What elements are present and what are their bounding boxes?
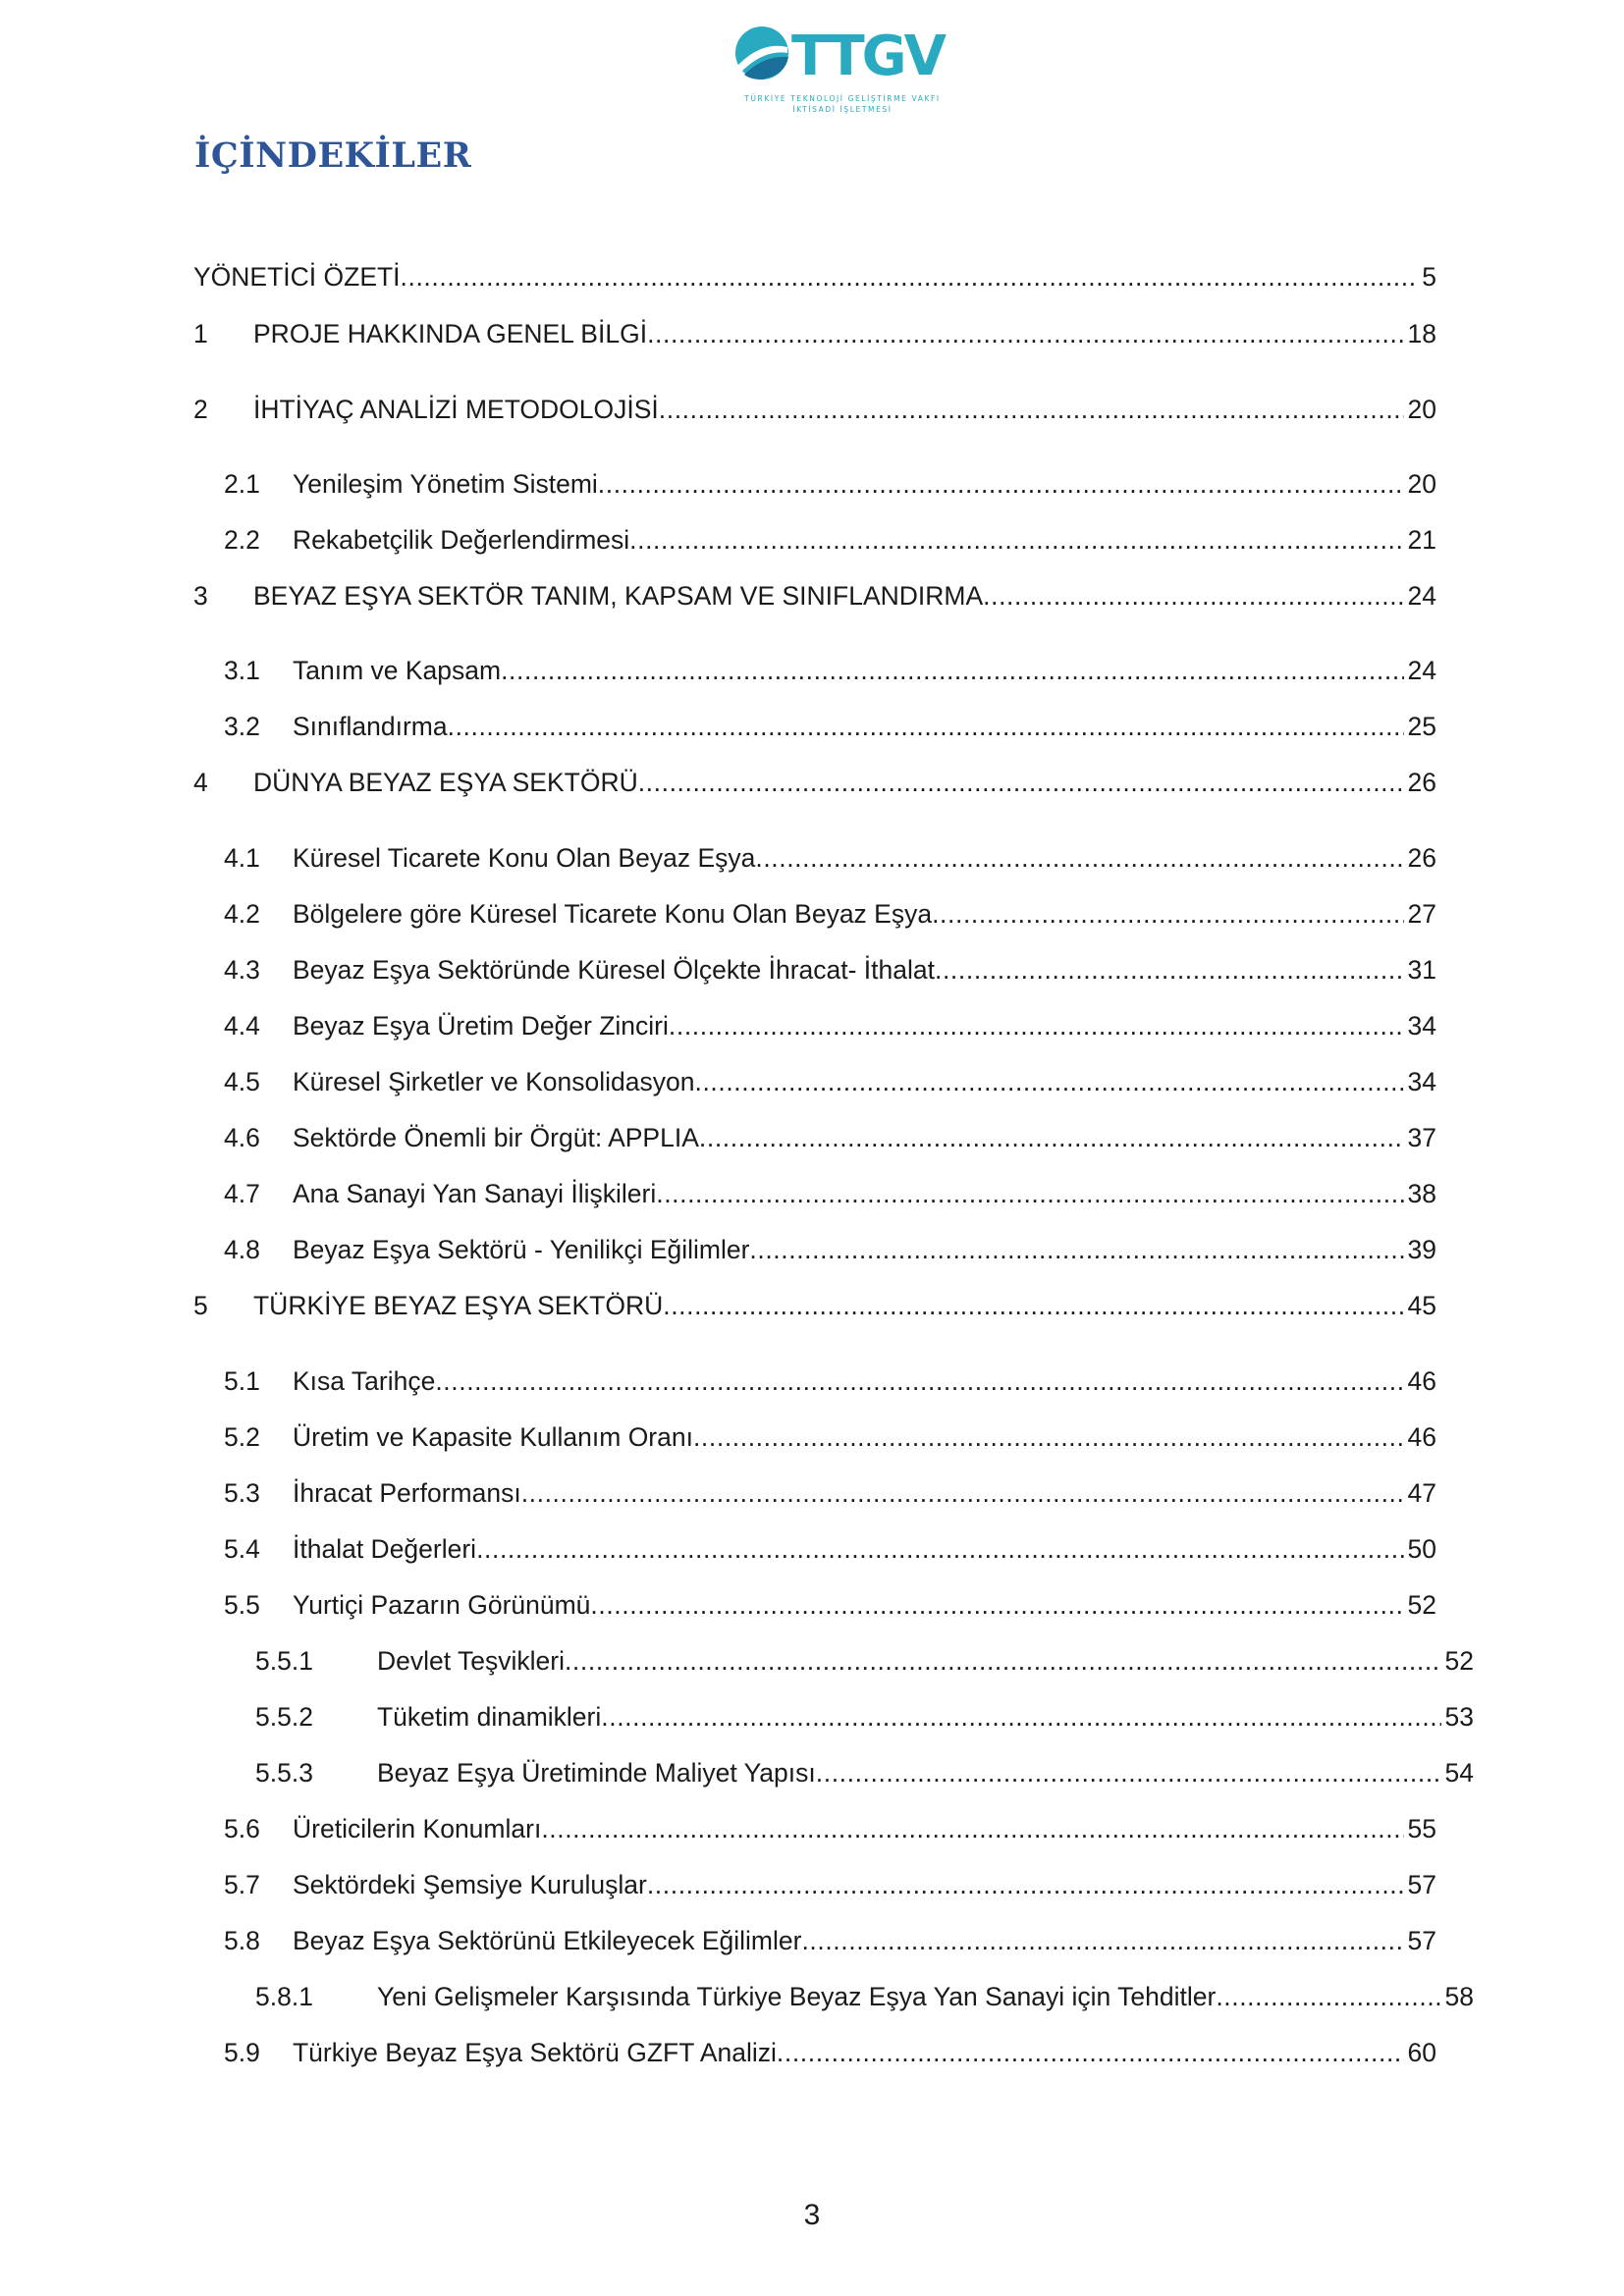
toc-dot-leader [983, 576, 1403, 615]
toc-entry-page: 24 [1407, 656, 1436, 685]
toc-entry-number: 3.1 [224, 656, 260, 685]
toc-entry-page: 39 [1407, 1235, 1436, 1264]
ttgv-logo [734, 18, 950, 121]
toc-dot-leader [590, 1585, 1403, 1625]
toc-entry[interactable] [224, 1062, 1436, 1101]
toc-dot-leader [435, 1362, 1403, 1401]
toc-entry-page: 37 [1407, 1123, 1436, 1152]
toc-entry[interactable] [224, 520, 1436, 560]
toc-entry-number: 5.6 [224, 1814, 260, 1843]
toc-entry-page: 25 [1407, 712, 1436, 741]
toc-entry[interactable] [224, 838, 1436, 878]
toc-dot-leader [749, 1230, 1403, 1269]
toc-dot-leader [638, 763, 1404, 802]
toc-entry-label: Ana Sanayi Yan Sanayi İlişkileri [293, 1179, 657, 1208]
toc-entry-page: 50 [1407, 1534, 1436, 1564]
toc-entry[interactable] [224, 1921, 1436, 1960]
toc-entry-number: 5.8 [224, 1926, 260, 1955]
page-number: 3 [803, 2199, 821, 2231]
toc-entry-page: 57 [1407, 1926, 1436, 1955]
toc-dot-leader [663, 1286, 1403, 1325]
toc-entry-number: 5.5 [224, 1590, 260, 1620]
toc-entry[interactable] [193, 257, 1436, 296]
toc-entry[interactable] [255, 1697, 1474, 1736]
toc-entry-page: 46 [1407, 1422, 1436, 1452]
toc-entry[interactable] [224, 1865, 1436, 1904]
toc-entry-label: Tüketim dinamikleri [377, 1702, 602, 1732]
toc-entry-number: 4.1 [224, 843, 260, 873]
toc-entry-page: 45 [1407, 1291, 1436, 1320]
toc-entry-number: 5.2 [224, 1422, 260, 1452]
toc-entry-number: 4 [193, 768, 208, 797]
toc-entry-label: Bölgelere göre Küresel Ticarete Konu Olan Beyaz Eşya [293, 899, 933, 929]
toc-entry[interactable] [193, 763, 1436, 802]
toc-entry-label: Beyaz Eşya Sektörü - Yenilikçi Eğilimler [293, 1235, 750, 1264]
toc-entry-label: İHTİYAÇ ANALİZİ METODOLOJİSİ [253, 395, 659, 424]
toc-entry-page: 52 [1444, 1646, 1474, 1676]
toc-entry[interactable] [224, 1174, 1436, 1213]
toc-entry-page: 20 [1407, 395, 1436, 424]
toc-entry[interactable] [224, 651, 1436, 690]
toc-entry[interactable] [193, 390, 1436, 429]
toc-dot-leader [816, 1753, 1441, 1792]
toc-entry-page: 5 [1422, 262, 1436, 292]
toc-entry-page: 26 [1407, 843, 1436, 873]
toc-dot-leader [656, 1174, 1403, 1213]
toc-entry-page: 55 [1407, 1814, 1436, 1843]
toc-entry-page: 54 [1444, 1758, 1474, 1788]
toc-entry-page: 31 [1407, 955, 1436, 985]
toc-dot-leader [476, 1529, 1403, 1569]
toc-entry-number: 5.9 [224, 2038, 260, 2067]
toc-entry[interactable] [224, 894, 1436, 934]
toc-entry[interactable] [224, 1585, 1436, 1625]
toc-entry-number: 3.2 [224, 712, 260, 741]
logo-lettering: TTGV [791, 25, 944, 88]
toc-dot-leader [801, 1921, 1403, 1960]
toc-entry-number: 5.5.3 [255, 1758, 313, 1788]
toc-entry-page: 26 [1407, 768, 1436, 797]
toc-dot-leader [401, 257, 1419, 296]
toc-entry-label: Yenileşim Yönetim Sistemi [293, 469, 598, 499]
toc-entry-label: BEYAZ EŞYA SEKTÖR TANIM, KAPSAM VE SINIFLANDIRMA [253, 581, 984, 611]
toc-entry[interactable] [224, 1417, 1436, 1457]
toc-entry-label: Kısa Tarihçe [293, 1366, 436, 1396]
toc-entry-number: 4.4 [224, 1011, 260, 1041]
toc-entry-label: Sınıflandırma [293, 712, 448, 741]
toc-entry-page: 52 [1407, 1590, 1436, 1620]
toc-entry-page: 18 [1407, 319, 1436, 348]
toc-entry-number: 4.8 [224, 1235, 260, 1264]
toc-dot-leader [755, 838, 1403, 878]
toc-entry-page: 53 [1444, 1702, 1474, 1732]
toc-entry-page: 47 [1407, 1478, 1436, 1508]
toc-dot-leader [647, 1865, 1404, 1904]
logo-subtitle-line1: TÜRKİYE TEKNOLOJİ GELİŞTİRME VAKFI [744, 94, 941, 103]
toc-dot-leader [601, 1697, 1440, 1736]
toc-entry-page: 57 [1407, 1870, 1436, 1899]
toc-dot-leader [935, 950, 1404, 989]
toc-entry-label: Beyaz Eşya Üretim Değer Zinciri [293, 1011, 669, 1041]
toc-entry[interactable] [224, 1473, 1436, 1513]
toc-entry[interactable] [193, 1286, 1436, 1325]
toc-entry-label: Beyaz Eşya Üretiminde Maliyet Yapısı [377, 1758, 816, 1788]
toc-entry[interactable] [224, 1230, 1436, 1269]
toc-entry-label: İthalat Değerleri [293, 1534, 477, 1564]
toc-dot-leader [598, 464, 1404, 504]
toc-entry[interactable] [255, 1753, 1474, 1792]
toc-entry-number: 4.6 [224, 1123, 260, 1152]
toc-dot-leader [694, 1062, 1403, 1101]
toc-entry-number: 5.4 [224, 1534, 260, 1564]
toc-entry-label: Beyaz Eşya Sektöründe Küresel Ölçekte İhracat- İthalat [293, 955, 935, 985]
toc-entry-label: Üreticilerin Konumları [293, 1814, 542, 1843]
toc-entry-label: YÖNETİCİ ÖZETİ [193, 262, 401, 292]
toc-entry-number: 3 [193, 581, 208, 611]
toc-dot-leader [521, 1473, 1404, 1513]
toc-entry[interactable] [224, 1006, 1436, 1045]
toc-dot-leader [541, 1809, 1403, 1848]
toc-entry-page: 60 [1407, 2038, 1436, 2067]
toc-entry-number: 2 [193, 395, 208, 424]
toc-entry-page: 27 [1407, 899, 1436, 929]
logo-subtitle-line2: İKTİSADİ İŞLETMESİ [792, 105, 893, 114]
toc-entry-label: Yurtiçi Pazarın Görünümü [293, 1590, 591, 1620]
toc-entry-label: Tanım ve Kapsam [293, 656, 502, 685]
toc-entry-page: 21 [1407, 525, 1436, 555]
toc-entry-number: 5.8.1 [255, 1982, 313, 2011]
toc-entry[interactable] [193, 314, 1436, 353]
toc-entry[interactable] [224, 464, 1436, 504]
toc-dot-leader [629, 520, 1403, 560]
toc-dot-leader [659, 390, 1404, 429]
toc-entry-label: DÜNYA BEYAZ EŞYA SEKTÖRÜ [253, 768, 638, 797]
toc-entry-label: Devlet Teşvikleri [377, 1646, 565, 1676]
toc-entry[interactable] [255, 1641, 1474, 1681]
toc-entry-number: 1 [193, 319, 208, 348]
toc-entry-page: 24 [1407, 581, 1436, 611]
toc-entry-page: 34 [1407, 1067, 1436, 1096]
toc-entry-number: 5.7 [224, 1870, 260, 1899]
toc-entry-label: Türkiye Beyaz Eşya Sektörü GZFT Analizi [293, 2038, 777, 2067]
toc-dot-leader [1216, 1977, 1440, 2016]
toc-entry[interactable] [224, 1529, 1436, 1569]
toc-entry-number: 4.2 [224, 899, 260, 929]
toc-entry-page: 58 [1444, 1982, 1474, 2011]
ttgv-logo-mark [734, 18, 950, 96]
toc-entry[interactable] [224, 707, 1436, 746]
toc-entry-number: 5.3 [224, 1478, 260, 1508]
toc-entry-label: Küresel Ticarete Konu Olan Beyaz Eşya [293, 843, 756, 873]
toc-entry[interactable] [224, 950, 1436, 989]
toc-entry-number: 4.7 [224, 1179, 260, 1208]
toc-entry-number: 5 [193, 1291, 208, 1320]
toc-entry[interactable] [255, 1977, 1474, 2016]
toc-entry-label: Yeni Gelişmeler Karşısında Türkiye Beyaz Eşya Yan Sanayi için Tehditler [377, 1982, 1217, 2011]
toc-entry-label: Beyaz Eşya Sektörünü Etkileyecek Eğilimler [293, 1926, 802, 1955]
toc-entry-page: 46 [1407, 1366, 1436, 1396]
toc-entry-number: 5.5.2 [255, 1702, 313, 1732]
toc-dot-leader [647, 314, 1403, 353]
toc-dot-leader [501, 651, 1403, 690]
toc-entry[interactable] [193, 576, 1436, 615]
toc-entry-number: 2.1 [224, 469, 260, 499]
toc-entry-page: 38 [1407, 1179, 1436, 1208]
toc-dot-leader [565, 1641, 1441, 1681]
toc-entry-number: 4.5 [224, 1067, 260, 1096]
toc-dot-leader [693, 1417, 1404, 1457]
toc-entry-label: Sektördeki Şemsiye Kuruluşlar [293, 1870, 647, 1899]
toc-entry-label: Sektörde Önemli bir Örgüt: APPLIA [293, 1123, 699, 1152]
toc-entry-number: 2.2 [224, 525, 260, 555]
toc-entry[interactable] [224, 1809, 1436, 1848]
toc-entry-number: 5.1 [224, 1366, 260, 1396]
toc-entry-label: İhracat Performansı [293, 1478, 521, 1508]
toc-entry-number: 4.3 [224, 955, 260, 985]
page-title: İÇİNDEKİLER [194, 135, 472, 176]
toc-dot-leader [699, 1118, 1404, 1157]
toc-entry-label: PROJE HAKKINDA GENEL BİLGİ [253, 319, 648, 348]
toc-dot-leader [448, 707, 1404, 746]
toc-entry-page: 20 [1407, 469, 1436, 499]
toc-entry-label: Rekabetçilik Değerlendirmesi [293, 525, 630, 555]
toc-dot-leader [777, 2033, 1404, 2072]
toc-entry[interactable] [224, 2033, 1436, 2072]
toc-dot-leader [932, 894, 1403, 934]
toc-dot-leader [669, 1006, 1404, 1045]
toc-entry[interactable] [224, 1118, 1436, 1157]
toc-entry-page: 34 [1407, 1011, 1436, 1041]
toc-entry-label: Küresel Şirketler ve Konsolidasyon [293, 1067, 695, 1096]
toc-entry-label: Üretim ve Kapasite Kullanım Oranı [293, 1422, 693, 1452]
toc-entry-label: TÜRKİYE BEYAZ EŞYA SEKTÖRÜ [253, 1291, 664, 1320]
toc-entry[interactable] [224, 1362, 1436, 1401]
toc-entry-number: 5.5.1 [255, 1646, 313, 1676]
